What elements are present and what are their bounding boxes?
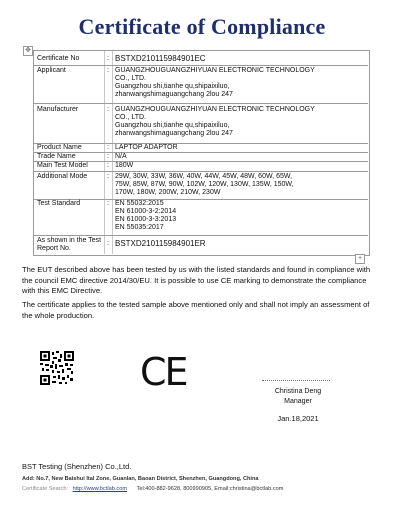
signatory-name: Christina Deng — [274, 388, 322, 395]
ce-mark: CE — [140, 350, 187, 394]
product-name-value: LAPTOP ADAPTOR — [115, 144, 178, 151]
signatory-title: Manager — [284, 398, 312, 405]
table-move-handle-icon[interactable]: ✥ — [23, 46, 33, 56]
certificate-search-link[interactable]: http://www.bctlab.com — [72, 486, 127, 492]
row-label: Certificate No — [37, 55, 80, 62]
scope-statement: The certificate applies to the tested sample above mentioned only and shall not imply an assessment of the whole production. — [22, 300, 370, 320]
compliance-statement: The EUT described above has been tested by us with the listed standards and found in compliance with the council EMC directive 2014/30/EU. It is possible to use CE marking to demonstrate the compliance with this EMC Directive. — [22, 265, 371, 295]
test-report-number: BSTXD210115984901ER — [115, 239, 206, 248]
footer-address: Add: No.7, New Baishui Ital Zone, Guanlan, Baoan District, Shenzhen, Guangdong, China — [22, 476, 259, 482]
row-label: Main Test Model — [37, 162, 88, 169]
row-test-standard: Test Standard : EN 55032:2015 EN 61000-3-2:2014 EN 61000-3-3:2013 EN 55035:2017 — [34, 200, 368, 234]
row-applicant: Applicant : GUANGZHOUGUANGZHIYUAN ELECTRONIC TECHNOLOGY CO., LTD. Guangzhou shi,tianhe qu,shipaixiluo, zhanwangshimaguangchang 2lou 247 — [34, 67, 368, 103]
test-standard-value: EN 55032:2015 EN 61000-3-2:2014 EN 61000-3-3:2013 EN 55035:2017 — [115, 200, 177, 231]
table-resize-handle-icon[interactable]: + — [355, 254, 365, 264]
row-trade-name: Trade Name : N/A — [34, 153, 368, 161]
document-title: Certificate of Compliance — [78, 14, 326, 39]
row-label: Trade Name — [37, 153, 76, 160]
trade-name-value: N/A — [115, 153, 127, 160]
footer-tel-email: Tel:400-882-9628, 800990905, Email:christina@bctlab.com — [136, 486, 284, 492]
main-test-model-value: 180W — [115, 162, 134, 169]
signature-line — [262, 380, 330, 381]
applicant-value: GUANGZHOUGUANGZHIYUAN ELECTRONIC TECHNOLOGY CO., LTD. Guangzhou shi,tianhe qu,shipaixiluo, zhanwangshimaguangchang 2lou 247 — [115, 67, 315, 98]
row-product-name: Product Name : LAPTOP ADAPTOR — [34, 144, 368, 152]
signature-date: Jan.18,2021 — [277, 414, 319, 423]
row-additional-mode: Additional Mode : 29W, 30W, 33W, 36W, 40W, 44W, 45W, 48W, 60W, 65W, 75W, 85W, 87W, 90W, 102W, 120W, 130W, 135W, 150W, 170W, 180W, 200W, 210W, 230W — [34, 173, 368, 199]
row-test-report-no: As shown in the Test Report No. : BSTXD210115984901ER — [34, 237, 368, 253]
manufacturer-value: GUANGZHOUGUANGZHIYUAN ELECTRONIC TECHNOLOGY CO., LTD. Guangzhou shi,tianhe qu,shipaixiluo, zhanwangshimaguangchang 2lou 247 — [115, 106, 315, 137]
row-main-test-model: Main Test Model : 180W — [34, 162, 368, 170]
row-manufacturer: Manufacturer : GUANGZHOUGUANGZHIYUAN ELECTRONIC TECHNOLOGY CO., LTD. Guangzhou shi,tianhe qu,shipaixiluo, zhanwangshimaguangchang 2lou 247 — [34, 106, 368, 142]
row-label: As shown in the Test Report No. — [37, 237, 102, 252]
row-certificate-no: Certificate No : BSTXD210115984901EC — [34, 55, 368, 65]
qr-code — [40, 351, 74, 385]
row-label: Manufacturer — [37, 106, 79, 113]
row-label: Test Standard — [37, 200, 81, 207]
row-label: Additional Mode — [37, 173, 88, 180]
footer-company: BST Testing (Shenzhen) Co.,Ltd. — [22, 462, 132, 471]
additional-mode-value: 29W, 30W, 33W, 36W, 40W, 44W, 45W, 48W, 60W, 65W, 75W, 85W, 87W, 90W, 102W, 120W, 130W, 135W, 150W, 170W, 180W, 200W, 210W, 230W — [115, 173, 294, 196]
footer-contact — [22, 486, 283, 492]
row-label: Applicant — [37, 67, 66, 74]
certificate-number: BSTXD210115984901EC — [115, 54, 206, 63]
footer-search-label: Certificate Search: — [22, 486, 69, 492]
row-label: Product Name — [37, 144, 82, 151]
